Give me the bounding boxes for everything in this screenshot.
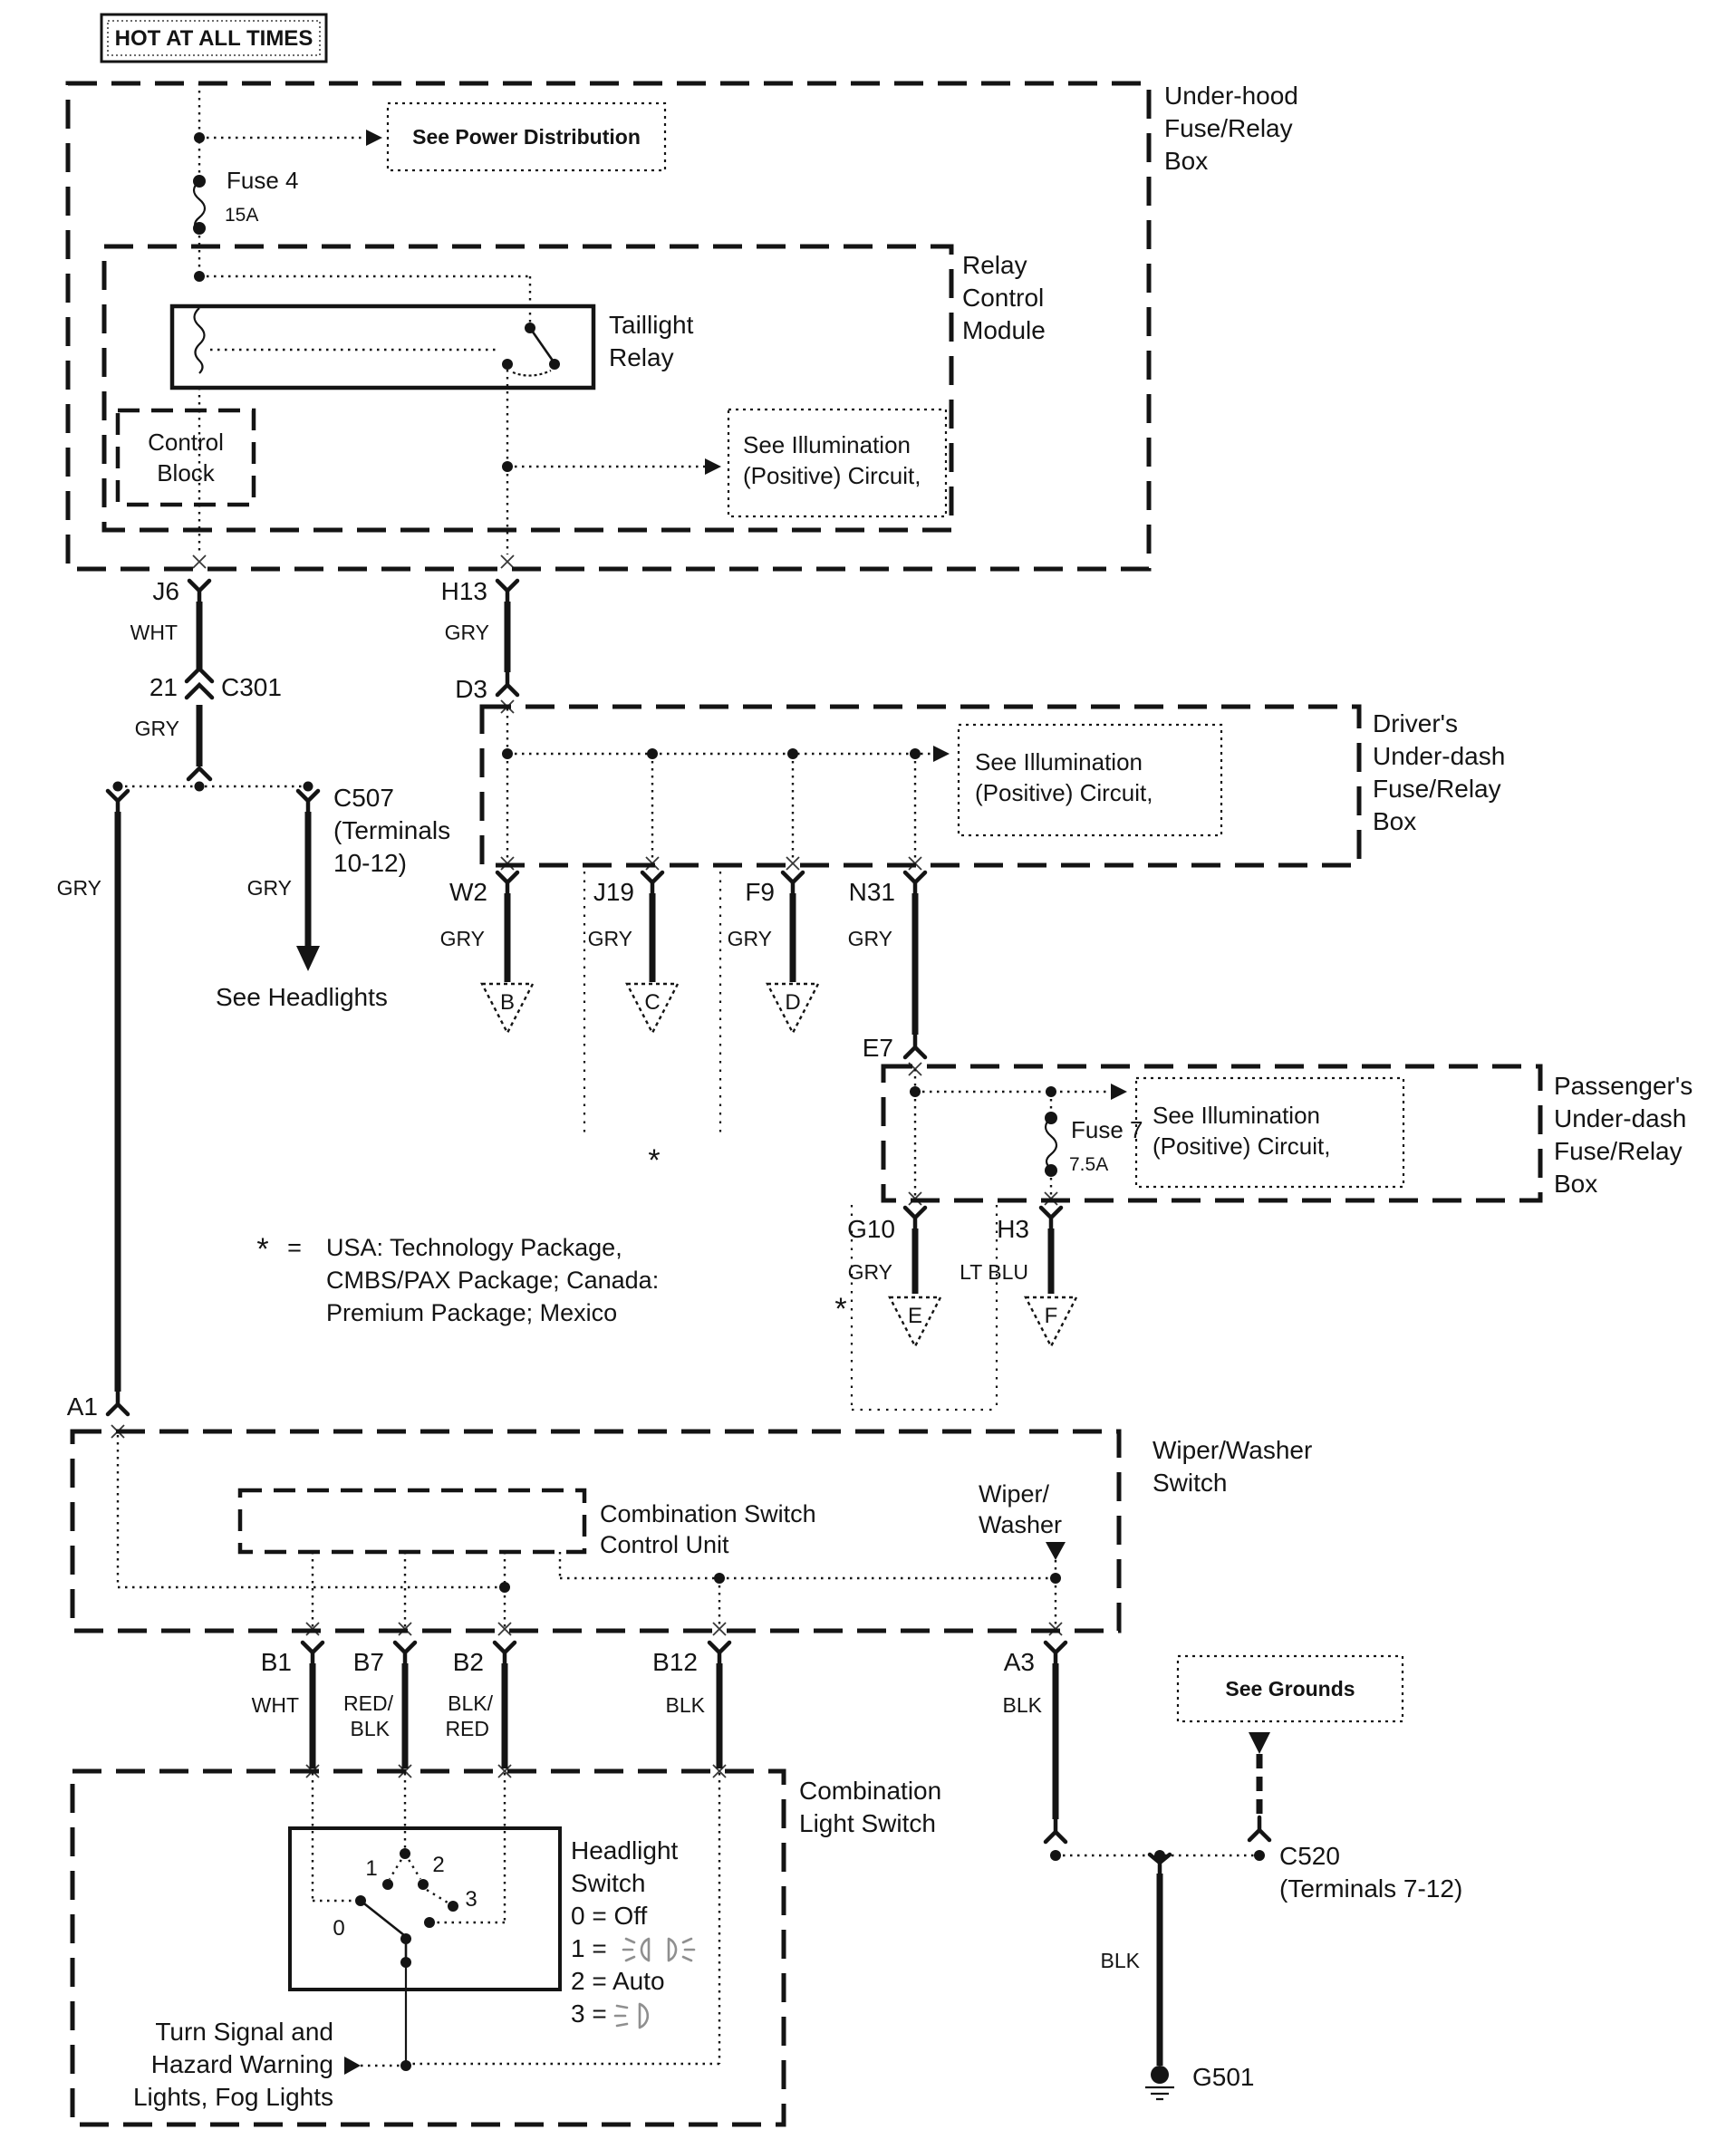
connector-y-icon [1046, 1643, 1066, 1663]
combination-light-switch-box [72, 1765, 941, 2125]
n31-branch [848, 872, 925, 1062]
switch-pos-3: 3 [465, 1887, 477, 1912]
b2-wire [445, 1643, 515, 1768]
headlights-icon [615, 2004, 648, 2028]
cscu-label-1: Combination Switch [600, 1500, 816, 1527]
connector-y-icon [905, 1208, 925, 1228]
control-block [118, 388, 254, 568]
parking-lights-icon [623, 1939, 694, 1961]
fuse7-rating: 7.5A [1069, 1154, 1109, 1175]
terminal-j6: J6 [152, 577, 179, 605]
drivers-box-label-1: Driver's [1373, 709, 1459, 737]
terminal-h3: H3 [997, 1215, 1029, 1243]
triangle-e-label: E [907, 1304, 923, 1328]
arrow-right-icon [1111, 1084, 1127, 1100]
terminal-a1: A1 [66, 1392, 98, 1421]
terminal-j19: J19 [593, 878, 634, 906]
comb-light-label-1: Combination [799, 1777, 942, 1805]
wiper-box-label-2: Switch [1153, 1469, 1228, 1497]
see-headlights-label: See Headlights [216, 983, 388, 1011]
arrow-right-icon [344, 2057, 361, 2075]
rcm-label-1: Relay [962, 251, 1027, 279]
ground-symbol-icon [1151, 2066, 1169, 2084]
wiper-washer-switch-box [72, 1425, 1312, 1631]
ground-junction [1050, 1850, 1265, 2099]
hot-at-all-times-box [101, 14, 326, 62]
connector-c301-icon [187, 669, 212, 698]
connector-c301: C301 [221, 673, 282, 701]
turn-signal-note [133, 2018, 411, 2111]
see-grounds-label: See Grounds [1225, 1677, 1355, 1701]
taillight-relay [172, 306, 694, 388]
see-power-distribution-label: See Power Distribution [412, 125, 641, 149]
b12-wire [652, 1643, 729, 1768]
wire-color-gry: GRY [847, 1260, 892, 1284]
terminal-b12: B12 [652, 1648, 698, 1676]
c507-branch [216, 784, 450, 1011]
b7-wire [343, 1643, 415, 1768]
drivers-box-label-3: Fuse/Relay [1373, 775, 1501, 803]
see-grounds-box [1178, 1656, 1403, 1721]
drivers-box-label-4: Box [1373, 807, 1417, 835]
see-illumination-1-line-1: See Illumination [743, 431, 911, 458]
arrow-right-icon [933, 746, 950, 762]
fuse4-name: Fuse 4 [227, 167, 299, 194]
wire-color-gry: GRY [444, 621, 489, 644]
connector-y-icon [303, 1643, 323, 1663]
relay-contact-arm [530, 328, 553, 361]
triangle-f-label: F [1044, 1304, 1058, 1328]
connector-c507-line-2: (Terminals [333, 816, 451, 844]
triangle-b-label: B [499, 990, 516, 1015]
turn-signal-line-2: Hazard Warning [150, 2050, 333, 2078]
see-illumination-passengers-box [1136, 1078, 1403, 1187]
connector-y-icon [298, 791, 318, 812]
legend-pos2: 2 = Auto [571, 1967, 665, 1995]
comb-light-label-2: Light Switch [799, 1809, 936, 1837]
wiper-box-label-1: Wiper/Washer [1153, 1436, 1313, 1464]
triangle-c-label: C [644, 990, 661, 1015]
taillight-relay-label-1: Taillight [609, 311, 694, 339]
see-illumination-drivers-box [959, 725, 1221, 835]
passengers-box-label-1: Passenger's [1554, 1072, 1693, 1100]
turn-signal-line-1: Turn Signal and [155, 2018, 333, 2046]
hot-at-all-times-label: HOT AT ALL TIMES [114, 26, 313, 51]
switch-contact-2 [418, 1879, 429, 1890]
taillight-relay-label-2: Relay [609, 343, 674, 371]
relay-coil-icon [195, 308, 205, 373]
legend-pos1: 1 = [571, 1934, 607, 1962]
connector-y-icon [905, 872, 925, 893]
terminal-21: 21 [149, 673, 178, 701]
cscu-label-2: Control Unit [600, 1531, 729, 1558]
connector-y-icon [1041, 1208, 1061, 1228]
h3-branch [960, 1208, 1076, 1346]
connector-c520-line-1: C520 [1279, 1842, 1340, 1870]
terminal-n31: N31 [848, 878, 895, 906]
connector-y-icon [495, 1643, 515, 1663]
passengers-box-label-4: Box [1554, 1170, 1598, 1198]
edge-cross-icon [193, 555, 206, 568]
asterisk-g10: * [834, 1292, 847, 1326]
wire-color-blk: BLK [665, 1693, 705, 1717]
fuse4-rating: 15A [225, 205, 259, 226]
wire-color-red-blk-2: BLK [350, 1717, 390, 1740]
asterisk-j19: * [648, 1143, 661, 1178]
see-illumination-3-line-1: See Illumination [1153, 1102, 1320, 1129]
f9-branch [728, 872, 818, 1033]
edge-cross-icon [501, 555, 514, 568]
a3-wire [1003, 1643, 1066, 1842]
wire-color-gry: GRY [847, 927, 892, 950]
grounds-feed-wire [1249, 1732, 1462, 1903]
see-illumination-2-line-2: (Positive) Circuit, [975, 779, 1153, 806]
wire-color-wht: WHT [251, 1693, 299, 1717]
terminal-b1: B1 [260, 1648, 292, 1676]
wire-color-blk: BLK [1002, 1693, 1042, 1717]
w2-branch [440, 872, 533, 1033]
terminal-e7: E7 [862, 1034, 893, 1062]
connector-c520-line-2: (Terminals 7-12) [1279, 1874, 1463, 1903]
connector-y-icon [189, 581, 209, 602]
legend-title-1: Headlight [571, 1836, 679, 1864]
triangle-d-label: D [785, 990, 801, 1015]
wire-color-blk: BLK [1100, 1949, 1140, 1972]
connector-y-icon [497, 872, 517, 893]
wiper-washer-node [979, 1480, 1066, 1576]
relay-output-wire [501, 370, 721, 568]
connector-y-icon [642, 872, 662, 893]
terminal-f9: F9 [745, 878, 775, 906]
relay-feed-wires [194, 271, 530, 324]
footnote-star: * [256, 1232, 269, 1267]
switch-arm [361, 1901, 404, 1935]
connector-y-icon [1046, 1819, 1066, 1842]
switch-contact-3 [448, 1901, 458, 1912]
connector-y-icon [1249, 1817, 1269, 1840]
see-illumination-2-line-1: See Illumination [975, 748, 1143, 776]
wire-color-gry: GRY [56, 876, 101, 900]
combination-switch-control-unit [240, 1490, 1061, 1627]
wire-color-blk-red-2: RED [445, 1717, 489, 1740]
see-illumination-1-line-2: (Positive) Circuit, [743, 462, 921, 489]
j6-c301-branch [113, 577, 313, 792]
connector-chevron-icon [188, 768, 210, 779]
connector-y-icon [709, 1643, 729, 1663]
underhood-box-label-3: Box [1164, 147, 1209, 175]
terminal-w2: W2 [449, 878, 487, 906]
wire-color-wht: WHT [130, 621, 178, 644]
wire-color-red-blk-1: RED/ [343, 1691, 393, 1715]
legend-pos3: 3 = [571, 1999, 607, 2028]
turn-signal-line-3: Lights, Fog Lights [132, 2083, 333, 2111]
arrow-down-icon [1046, 1542, 1066, 1560]
arrow-right-icon [366, 130, 382, 146]
headlight-switch-legend [571, 1836, 694, 2028]
underhood-box-label-2: Fuse/Relay [1164, 114, 1293, 142]
footnote-line-3: Premium Package; Mexico [326, 1299, 618, 1326]
j19-branch [584, 872, 720, 1178]
control-block-label-2: Block [157, 459, 215, 487]
a1-branch-wire [57, 791, 128, 1421]
terminal-g10: G10 [847, 1215, 895, 1243]
connector-y-icon [497, 672, 517, 695]
control-block-label-1: Control [148, 429, 224, 456]
wire-color-gry: GRY [439, 927, 485, 950]
wiper-washer-label-1: Wiper/ [979, 1480, 1050, 1508]
switch-pos-1: 1 [365, 1856, 378, 1881]
h13-d3-branch [441, 577, 517, 713]
passengers-box-label-3: Fuse/Relay [1554, 1137, 1683, 1165]
connector-c507-line-1: C507 [333, 784, 394, 812]
connector-y-icon [497, 581, 517, 602]
arrow-down-icon [1249, 1732, 1270, 1754]
see-illumination-3-line-2: (Positive) Circuit, [1153, 1132, 1331, 1160]
footnote-equals: = [287, 1234, 302, 1261]
wiper-washer-label-2: Washer [979, 1511, 1063, 1538]
underhood-box-label-1: Under-hood [1164, 82, 1298, 110]
wire-color-gry: GRY [727, 927, 772, 950]
wire-color-gry: GRY [246, 876, 292, 900]
switch-pos-0: 0 [333, 1916, 345, 1941]
connector-y-icon [108, 791, 128, 812]
wire-color-gry: GRY [587, 927, 632, 950]
power-feed-wire [194, 83, 382, 178]
connector-c507-line-3: 10-12) [333, 849, 407, 877]
wire-color-blk-red-1: BLK/ [448, 1691, 493, 1715]
fuse7-name: Fuse 7 [1071, 1116, 1143, 1143]
legend-pos0: 0 = Off [571, 1902, 648, 1930]
fuse-7 [1045, 1092, 1143, 1205]
terminal-h13: H13 [440, 577, 487, 605]
switch-contact-1 [382, 1879, 393, 1890]
switch-pos-2: 2 [432, 1853, 445, 1877]
terminal-b7: B7 [352, 1648, 384, 1676]
ground-hatch-icon [1145, 2087, 1174, 2099]
g10-branch [834, 1205, 997, 1410]
passengers-box-label-2: Under-dash [1554, 1104, 1687, 1132]
fuse-4 [193, 167, 299, 276]
footnote [256, 1232, 659, 1326]
arrow-right-icon [705, 458, 721, 475]
terminal-b2: B2 [452, 1648, 484, 1676]
connector-y-icon [783, 872, 803, 893]
terminal-a3: A3 [1003, 1648, 1035, 1676]
footnote-line-1: USA: Technology Package, [326, 1234, 622, 1261]
b1-wire [252, 1643, 323, 1768]
connector-y-icon [395, 1643, 415, 1663]
legend-title-2: Switch [571, 1869, 646, 1897]
rcm-label-3: Module [962, 316, 1046, 344]
rcm-label-2: Control [962, 284, 1045, 312]
drivers-box-label-2: Under-dash [1373, 742, 1506, 770]
connector-y-icon [108, 1392, 128, 1414]
see-power-distribution-box [388, 103, 665, 170]
footnote-line-2: CMBS/PAX Package; Canada: [326, 1267, 660, 1294]
wire-color-gry: GRY [134, 717, 179, 740]
terminal-g501: G501 [1192, 2063, 1255, 2091]
terminal-d3: D3 [455, 675, 487, 703]
see-illumination-underhood-box [728, 409, 946, 516]
connector-y-icon [905, 1035, 925, 1057]
arrow-down-icon [296, 946, 320, 971]
wire-color-lt-blu: LT BLU [960, 1260, 1028, 1284]
